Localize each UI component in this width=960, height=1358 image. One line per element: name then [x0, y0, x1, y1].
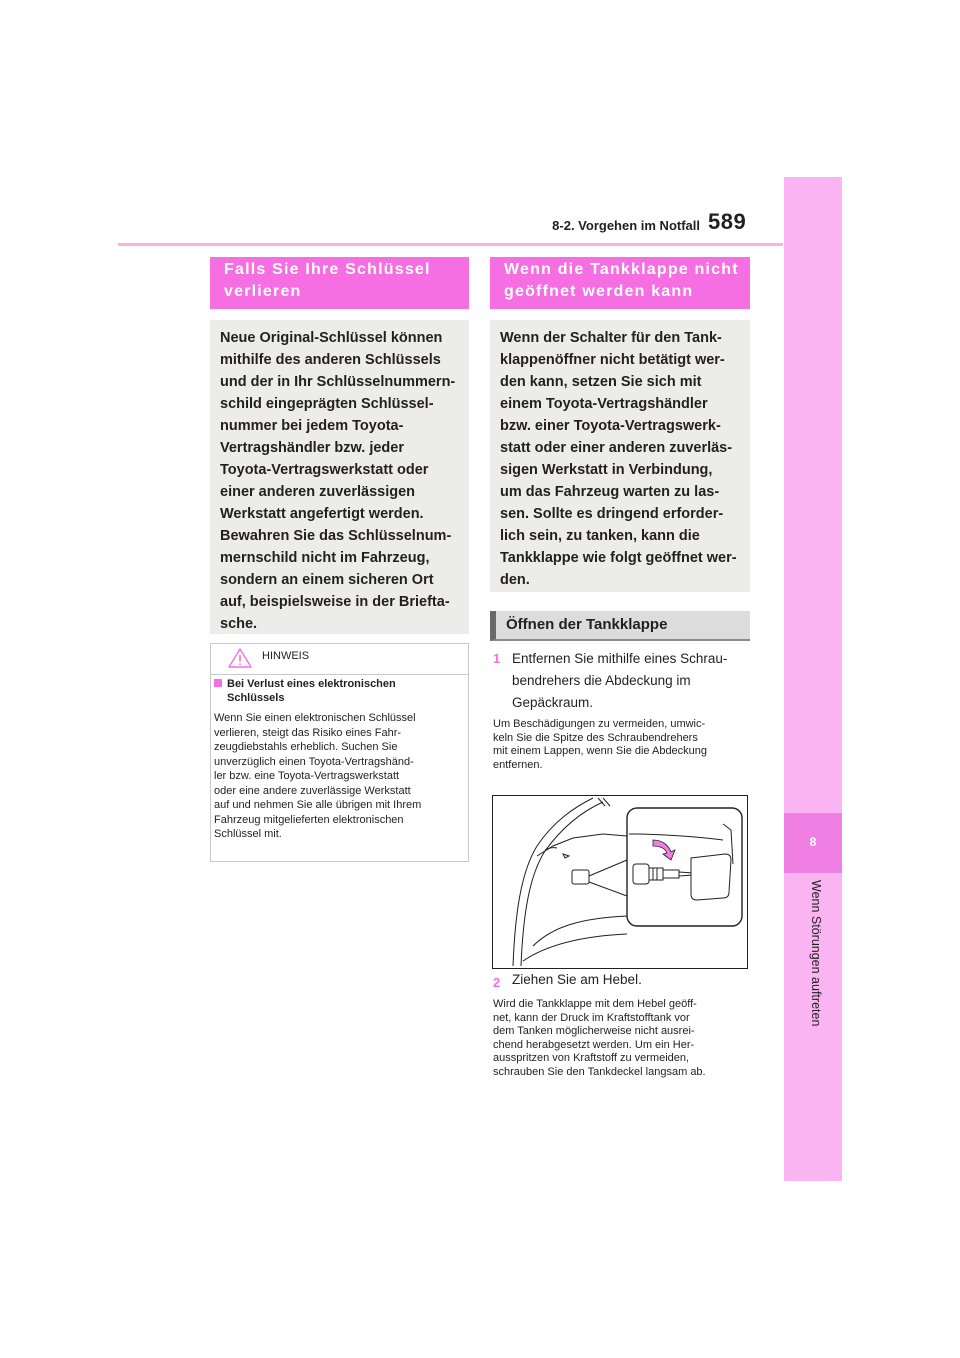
info-line: um das Fahrzeug warten zu las- — [500, 484, 720, 500]
trunk-outline — [521, 802, 603, 966]
heading-line: Falls Sie Ihre Schlüssel — [224, 261, 431, 278]
step-number: 2 — [493, 975, 501, 990]
step-instruction: Ziehen Sie am Hebel. — [512, 972, 642, 987]
info-line: klappenöffner nicht betätigt wer- — [500, 352, 725, 368]
notice-line: Wenn Sie einen elektronischen Schlüssel — [214, 712, 416, 724]
info-box-lost-keys — [210, 320, 469, 634]
step-line: Entfernen Sie mithilfe eines Schrau- — [512, 651, 728, 666]
info-line: Neue Original-Schlüssel können — [220, 330, 443, 346]
note-line: Um Beschädigungen zu vermeiden, umwic- — [493, 718, 706, 730]
step-note — [493, 718, 749, 772]
info-line: und der in Ihr Schlüsselnummern- — [220, 374, 456, 390]
step-instruction — [512, 648, 752, 714]
step-line: bendrehers die Abdeckung im — [512, 673, 691, 688]
info-line: den kann, setzen Sie sich mit — [500, 374, 702, 390]
notice-line: unverzüglich einen Toyota-Vertragshänd- — [214, 755, 414, 768]
notice-line: ler bzw. eine Toyota-Vertragswerkstatt — [214, 770, 400, 782]
info-line: schild eingeprägten Schlüssel- — [220, 396, 434, 412]
notice-line: auf und nehmen Sie alle übrigen mit Ihrem — [214, 799, 422, 811]
notice-line: oder eine andere zuverlässige Werkstatt — [214, 784, 411, 797]
notice-line: Schlüssel mit. — [214, 828, 282, 840]
info-box-fuel-door — [490, 320, 750, 592]
info-line: Werkstatt angefertigt werden. — [220, 506, 424, 522]
info-line: Toyota-Vertragswerkstatt oder — [220, 462, 429, 478]
chapter-title-vertical: Wenn Störungen auftreten — [809, 880, 823, 1027]
info-line: sen. Sollte es dringend erforder- — [500, 506, 724, 522]
note-line: keln Sie die Spitze des Schraubendrehers — [493, 731, 698, 744]
info-line: statt oder einer anderen zuverläs- — [500, 440, 733, 456]
step-line: Gepäckraum. — [512, 695, 594, 710]
info-line: einem Toyota-Vertragshändler — [500, 396, 708, 412]
note-line: mit einem Lappen, wenn Sie die Abdeckung — [493, 745, 708, 757]
warning-triangle-icon — [228, 648, 252, 673]
info-line: den. — [500, 572, 530, 588]
step-number: 1 — [493, 651, 501, 666]
info-line: Vertragshändler bzw. jeder — [220, 440, 404, 456]
square-bullet-icon — [214, 679, 222, 687]
info-line: sche. — [220, 616, 258, 632]
note-line: dem Tanken möglicherweise nicht ausrei- — [493, 1025, 695, 1037]
info-line: lich sein, zu tanken, kann die — [500, 528, 700, 544]
page-number: 589 — [708, 209, 747, 234]
note-line: chend herabgesetzt werden. Um ein Her- — [493, 1038, 695, 1051]
note-line: Wird die Tankklappe mit dem Hebel geöff- — [493, 998, 697, 1010]
heading-line: geöffnet werden kann — [504, 283, 694, 300]
notice-subheading-line: Schlüssels — [227, 692, 285, 704]
info-line: Bewahren Sie das Schlüsselnum- — [220, 528, 452, 544]
notice-line: zeugdiebstahls erheblich. Suchen Sie — [214, 741, 398, 753]
info-line: sondern an einem sicheren Ort — [220, 572, 434, 588]
subsection-heading: Öffnen der Tankklappe — [506, 616, 668, 633]
info-line: Tankklappe wie folgt geöffnet wer- — [500, 550, 737, 566]
luggage-compartment-illustration — [492, 795, 748, 969]
info-line: auf, beispielsweise in der Briefta- — [220, 594, 450, 610]
section-heading-lost-keys — [210, 257, 469, 309]
info-line: mithilfe des anderen Schlüssels — [220, 352, 441, 368]
note-line: entfernen. — [493, 758, 543, 771]
section-heading-fuel-door — [490, 257, 750, 309]
notice-subheading-text: Bei Verlust eines elektronischen — [227, 678, 396, 690]
notice-label: HINWEIS — [262, 650, 310, 662]
header-divider — [118, 243, 783, 246]
step-note — [493, 998, 749, 1079]
info-line: bzw. einer Toyota-Vertragswerk- — [500, 418, 721, 434]
section-breadcrumb: 8-2. Vorgehen im Notfall — [552, 218, 700, 233]
info-line: mernschild nicht im Fahrzeug, — [220, 550, 430, 566]
note-line: ausspritzen von Kraftstoff zu vermeiden, — [493, 1052, 690, 1064]
info-line: einer anderen zuverlässigen — [220, 484, 416, 500]
notice-line: Fahrzeug mitgelieferten elektronischen — [214, 813, 404, 826]
notice-body — [214, 711, 466, 842]
notice-subheading-line — [214, 677, 464, 691]
info-line: nummer bei jedem Toyota- — [220, 418, 404, 434]
info-line: sigen Werkstatt in Verbindung, — [500, 462, 713, 478]
info-line: Wenn der Schalter für den Tank- — [500, 330, 722, 346]
heading-line: verlieren — [224, 283, 302, 300]
note-line: net, kann der Druck im Kraftstofftank vor — [493, 1011, 690, 1024]
notice-line: verlieren, steigt das Risiko eines Fahr- — [214, 726, 402, 739]
chapter-number: 8 — [809, 835, 817, 849]
heading-line: Wenn die Tankklappe nicht — [504, 261, 739, 278]
note-line: schrauben Sie den Tankdeckel langsam ab. — [493, 1065, 706, 1078]
notice-subheading — [214, 677, 464, 705]
